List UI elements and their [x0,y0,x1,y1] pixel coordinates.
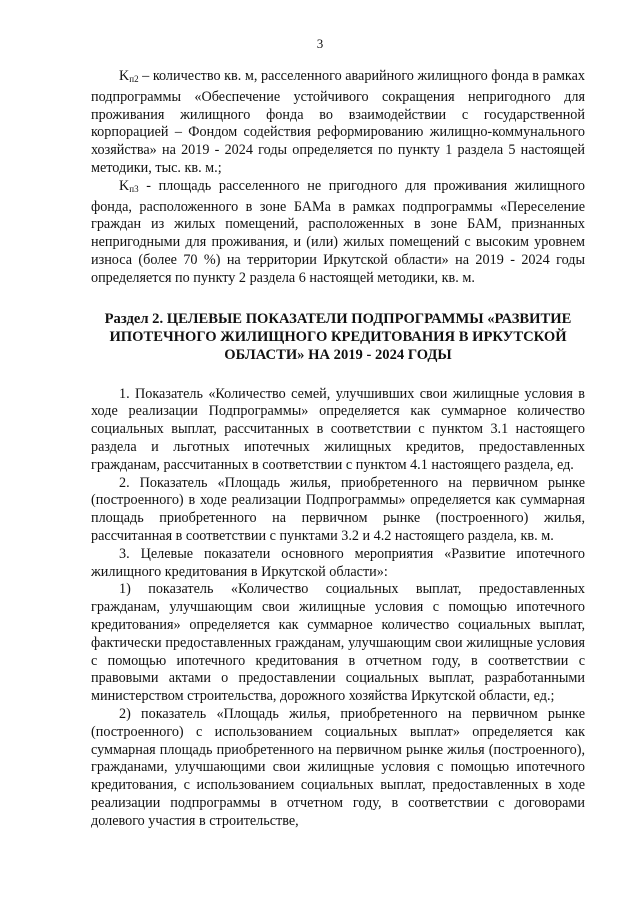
definition-kp3 [91,178,585,288]
paragraph-1: 1. Показатель «Количество семей, улучшивших свои жилищные условия в ходе реализации Подпрограммы» определяется как суммарное количество социальных выплат, рассчитанных в соответствии с пунктом 3.1 настоящего раздела и льготных ипотечных жилищных кредитов, предоставленных гражданам, рассчитанных в соответствии с пунктом 4.1 настоящего раздела, ед. [91,385,585,473]
page-number: 3 [316,36,324,51]
symbol-subscript: п2 [129,74,139,84]
section-heading: Раздел 2. ЦЕЛЕВЫЕ ПОКАЗАТЕЛИ ПОДПРОГРАММЫ «РАЗВИТИЕ ИПОТЕЧНОГО ЖИЛИЩНОГО КРЕДИТОВАНИЯ В ИРКУТСКОЙ ОБЛАСТИ» НА 2019 - 2024 ГОДЫ [104,310,572,363]
definition-text: - площадь расселенного не пригодного для проживания жилищного фонда, расположенного в зоне БАМа в рамках подпрограммы «Переселение граждан из жилых помещений, расположенных в зоне БАМ, признанных непригодными для проживания, и (или) жилых помещений с высоким уровнем износа (более 70 %) на территории Иркутской области» на 2019 - 2024 годы определяется по пункту 2 раздела 6 настоящей методики, кв. м. [91,177,585,286]
definition-kp2 [91,68,585,178]
symbol-kp3 [119,178,139,194]
paragraph-3-item-1: 1) показатель «Количество социальных выплат, предоставленных гражданам, улучшающим свои жилищные условия с помощью ипотечного кредитования» определяется как суммарное количество социальных выплат, фактически предоставленных гражданам, улучшающим свои жилищные условия с помощью ипотечного кредитования в отчетном году, в соответствии с правовыми актами о предоставлении социальных выплат, разработанными министерством строительства, дорожного хозяйства Иркутской области, ед.; [91,581,585,705]
symbol-letter: K [119,177,130,194]
symbol-subscript: п3 [129,183,139,194]
definition-text: – количество кв. м, расселенного аварийного жилищного фонда в рамках подпрограммы «Обеспечение устойчивого сокращения непригодного для проживания жилищного фонда во взаимодействии с государственной корпорацией – Фондом содействия реформированию жилищно-коммунального хозяйства» на 2019 - 2024 годы определяется по пункту 1 раздела 5 настоящей методики, тыс. кв. м.; [91,68,585,176]
document-body [91,68,585,830]
paragraph-3: 3. Целевые показатели основного мероприятия «Развитие ипотечного жилищного кредитования в Иркутской области»: [91,545,585,580]
paragraph-2: 2. Показатель «Площадь жилья, приобретенного на первичном рынке (построенного) в ходе реализации Подпрограммы» определяется как суммарная площадь приобретенного на первичном рынке (построенного) жилья, рассчитанная в соответствии с пунктами 3.2 и 4.2 настоящего раздела, кв. м. [91,474,585,544]
paragraph-3-item-2: 2) показатель «Площадь жилья, приобретенного на первичном рынке (построенного) с использованием социальных выплат» определяется как суммарная площадь приобретенного на первичном рынке жилья (построенного), гражданами, улучшающими свои жилищные условия с помощью ипотечного кредитования, с использованием социальных выплат, предоставленных в ходе реализации подпрограммы в отчетном году, в соответствии с договорами долевого участия в строительстве, [91,705,585,829]
symbol-kp2 [119,68,139,84]
symbol-letter: K [119,68,130,84]
